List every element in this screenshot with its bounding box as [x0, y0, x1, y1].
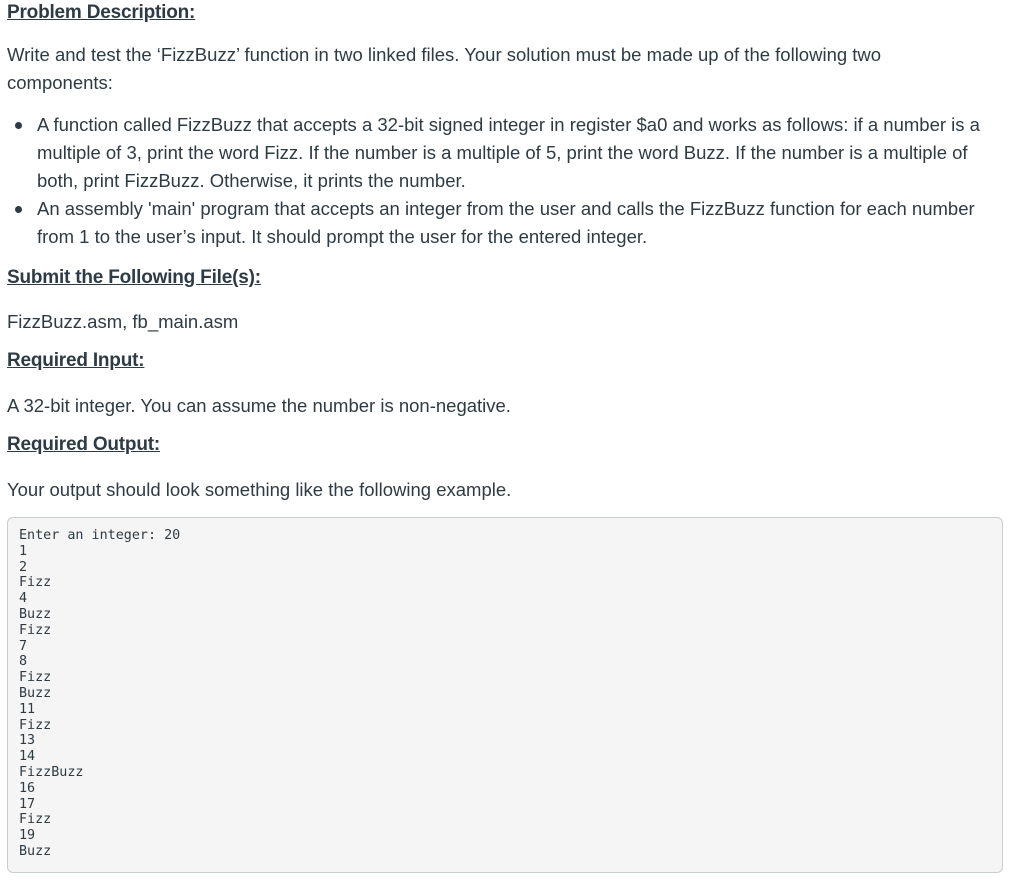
- required-input-heading: Required Input:: [7, 350, 145, 371]
- requirements-list: [7, 111, 997, 251]
- required-output-heading: Required Output:: [7, 434, 161, 455]
- required-input-text: A 32-bit integer. You can assume the number is non-negative.: [7, 395, 511, 416]
- requirement-item-main: An assembly 'main' program that accepts an integer from the user and calls the FizzBuzz function for each number from 1 to the user’s input. It should prompt the user for the entered integer.: [37, 195, 997, 251]
- code-example-block: [7, 517, 1003, 873]
- submit-files-text: FizzBuzz.asm, fb_main.asm: [7, 311, 239, 332]
- problem-description-text: Write and test the ‘FizzBuzz’ function in two linked files. Your solution must be made up of the following two components:: [7, 44, 882, 93]
- requirement-item-function: A function called FizzBuzz that accepts a 32-bit signed integer in register $a0 and works as follows: if a number is a multiple of 3, print the word Fizz. If the number is a multiple of 5, print the word Buzz. If the number is a multiple of both, print FizzBuzz. Otherwise, it prints the number.: [37, 111, 997, 195]
- required-output-text: Your output should look something like the following example.: [7, 479, 512, 500]
- submit-files-heading: Submit the Following File(s):: [7, 267, 261, 288]
- code-example-text: Enter an integer: 20 1 2 Fizz 4 Buzz Fizz 7 8 Fizz Buzz 11 Fizz 13 14 FizzBuzz 16 17 Fizz 19 Buzz: [19, 528, 181, 859]
- problem-description-heading: Problem Description:: [7, 2, 196, 23]
